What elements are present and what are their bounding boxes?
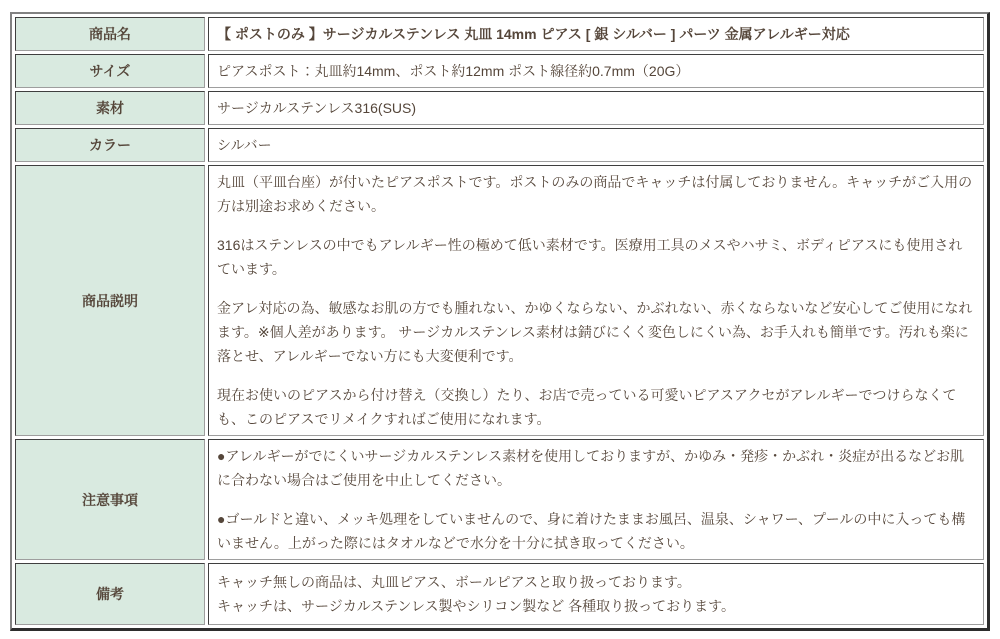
product-name-value: 【 ポストのみ 】サージカルステンレス 丸皿 14mm ピアス [ 銀 シルバー ] パーツ 金属アレルギー対応: [208, 17, 984, 51]
row-header-product-name: 商品名: [15, 17, 205, 51]
caution-paragraph-1: ●アレルギーがでにくいサージカルステンレス素材を使用しておりますが、かゆみ・発疹・かぶれ・炎症が出るなどお肌に合わない場合はご使用を中止してください。: [217, 448, 965, 488]
description-paragraph-1: 丸皿（平皿台座）が付いたピアスポストです。ポストのみの商品でキャッチは付属しておりません。キャッチがご入用の方は別途お求めください。: [217, 174, 973, 214]
row-description: [15, 165, 984, 436]
notes-line-1: キャッチ無しの商品は、丸皿ピアス、ボールピアスと取り扱っております。: [217, 574, 691, 590]
description-value: [208, 165, 984, 436]
description-paragraph-3: 金アレ対応の為、敏感なお肌の方でも腫れない、かゆくならない、かぶれない、赤くならないなど安心してご使用になれます。※個人差があります。 サージカルステンレス素材は錆びにくく変色しにくい為、お手入れも簡単です。汚れも楽に落とせ、アレルギーでない方にも大変便利です。: [217, 300, 973, 364]
row-notes: [15, 563, 984, 625]
row-header-color: カラー: [15, 128, 205, 162]
notes-line-2: キャッチは、サージカルステンレス製やシリコン製など 各種取り扱っております。: [217, 598, 736, 614]
material-value: サージカルステンレス316(SUS): [208, 91, 984, 125]
product-spec-table: [10, 12, 990, 631]
row-caution: [15, 439, 984, 560]
row-color: [15, 128, 984, 162]
size-value: ピアスポスト：丸皿約14mm、ポスト約12mm ポスト線径約0.7mm（20G）: [208, 54, 984, 88]
row-header-size: サイズ: [15, 54, 205, 88]
row-product-name: [15, 17, 984, 51]
description-paragraph-2: 316はステンレスの中でもアレルギー性の極めて低い素材です。医療用工具のメスやハサミ、ボディピアスにも使用されています。: [217, 237, 963, 277]
description-paragraph-4: 現在お使いのピアスから付け替え（交換し）たり、お店で売っている可愛いピアスアクセがアレルギーでつけらなくても、このピアスでリメイクすればご使用になれます。: [217, 387, 957, 427]
row-header-caution: 注意事項: [15, 439, 205, 560]
row-header-description: 商品説明: [15, 165, 205, 436]
row-header-notes: 備考: [15, 563, 205, 625]
caution-value: [208, 439, 984, 560]
caution-paragraph-2: ●ゴールドと違い、メッキ処理をしていませんので、身に着けたままお風呂、温泉、シャワー、プールの中に入っても構いません。上がった際にはタオルなどで水分を十分に拭き取ってください。: [217, 511, 966, 551]
row-header-material: 素材: [15, 91, 205, 125]
row-size: [15, 54, 984, 88]
row-material: [15, 91, 984, 125]
color-value: シルバー: [208, 128, 984, 162]
notes-value: [208, 563, 984, 625]
